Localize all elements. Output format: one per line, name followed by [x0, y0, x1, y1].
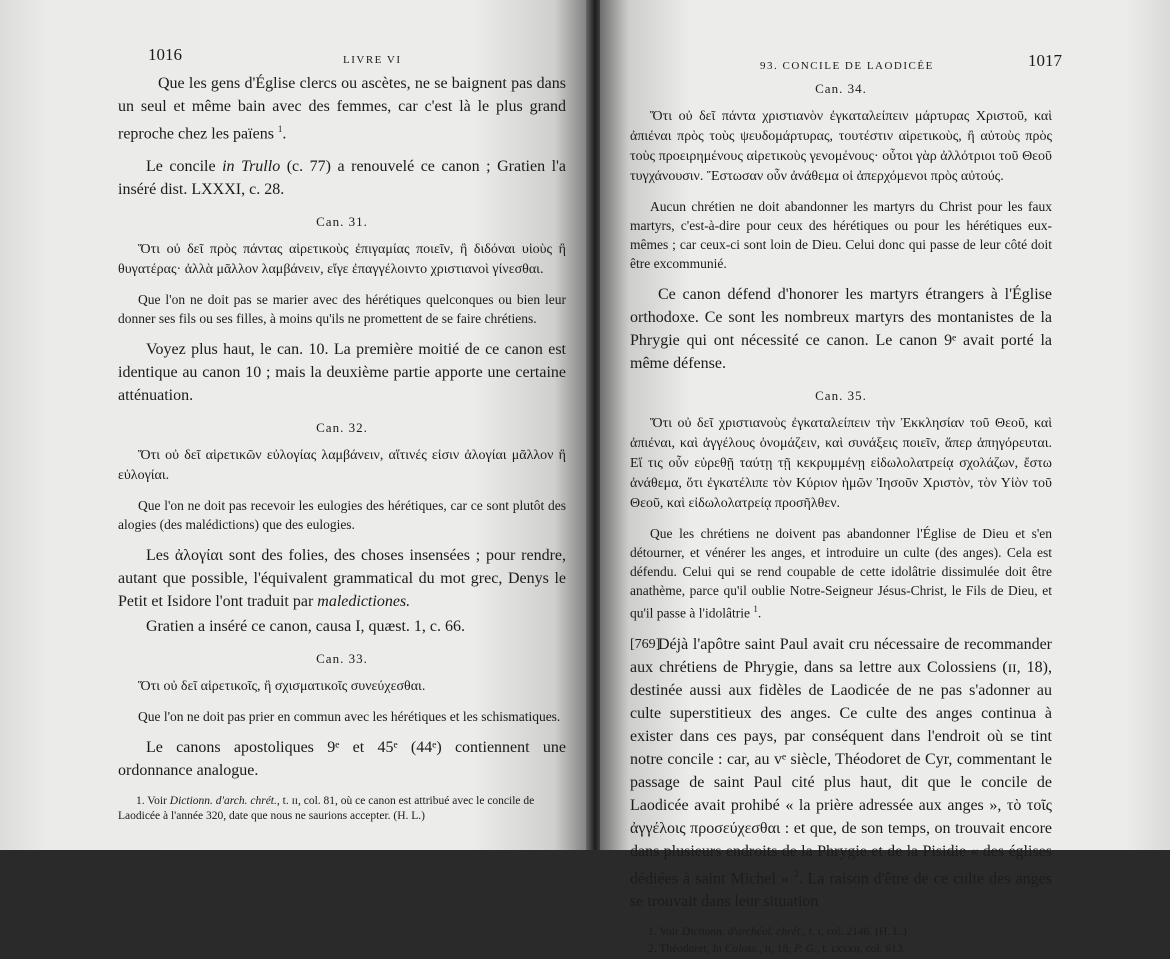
- footnote-ref: 1: [277, 124, 283, 134]
- canon-translation: Que l'on ne doit pas se marier avec des hérétiques quelconques ou bien leur donner ses fils ou ses filles, à moins qu'ils ne promettent de se faire chrétiens.: [118, 292, 566, 327]
- canon-translation: Que les chrétiens ne doivent pas abandonner l'Église de Dieu et s'en détourner, et vénérer les anges, et introduire un culte (des anges). Cela est défendu. Celui qui se rend coupable de cette idolâtrie dissimulée doit être anathème, parce qu'il oublie Notre-Seigneur Jésus-Christ, le Fils de Dieu, et qu'il passe à l'idolâtrie $^1$.: [630, 526, 1052, 621]
- left-page-content: [118, 44, 566, 826]
- paragraph: [769] Déjà l'apôtre saint Paul avait cru nécessaire de recommander aux chrétiens de Phrygie, dans sa lettre aux Colossiens (ɪɪ, 18), destinée aussi aux fidèles de Laodicée de ne pas s'adonner au culte superstitieux des anges. Ce culte des anges continua à exister dans ces pays, par conséquent dans l'endroit où se tint notre concile : car, au vᵉ siècle, Théodoret de Cyr, commentant le passage de saint Paul cité plus haut, dit que le concile de Laodicée avait prohibé « la prière adressée aux anges », τὸ τοῖς ἀγγέλοις προσεύχεσθαι : et que, de son temps, on trouvait encore dans plusieurs endroits de la Phrygie et de la Pisidie « des églises dédiées à saint Michel » $^2$. La raison d'être de ce culte des anges se trouvait dans leur situation: [630, 633, 1052, 913]
- canon-heading: Can. 31.: [316, 214, 368, 230]
- commentary: Les ἀλογίαι sont des folies, des choses insensées ; pour rendre, autant que possible, l'équivalent grammatical du mot grec, Denys le Petit et Isidore l'ont traduit par maledictiones.: [118, 547, 566, 611]
- footnotes: [118, 794, 566, 824]
- greek-canon-text: Ὅτι οὐ δεῖ πάντα χριστιανὸν ἐγκαταλείπειν μάρτυρας Χριστοῦ, καὶ ἀπιέναι πρὸς τοὺς ψευδομάρτυρας, τουτέστιν αἱρετικοὺς, ἢ αὐτοὺς πρὸς τοὺς προειρημένους αἱρετικοὺς γενομένους· οὗτοι γὰρ ἀλλότριοι τοῦ Θεοῦ τυγχάνουσιν. Ἔστωσαν οὖν ἀνάθεμα οἱ ἀπερχόμενοι πρὸς αὐτούς.: [630, 109, 1052, 184]
- greek-canon-text: Ὅτι οὐ δεῖ πρὸς πάντας αἱρετικοὺς ἐπιγαμίας ποιεῖν, ἢ διδόναι υἱοὺς ἢ θυγατέρας· ἀλλὰ μᾶλλον λαμβάνειν, εἴγε ἐπαγγέλοιντο χριστιανοὶ γίνεσθαι.: [118, 242, 566, 278]
- canon-translation: Que l'on ne doit pas prier en commun avec les hérétiques et les schismatiques.: [138, 709, 561, 725]
- commentary: Gratien a inséré ce canon, causa I, quæst. 1, c. 66.: [146, 618, 465, 636]
- paragraph: Que les gens d'Église clercs ou ascètes, ne se baignent pas dans un seul et même bain avec des femmes, car c'est là le plus grand reproche chez les païens $^1$.: [118, 75, 566, 143]
- greek-canon-text: Ὅτι οὐ δεῖ χριστιανοὺς ἐγκαταλείπειν τὴν Ἐκκλησίαν τοῦ Θεοῦ, καὶ ἀπιέναι, καὶ ἀγγέλους ὀνομάζειν, καὶ συνάξεις ποιεῖν, ἅπερ ἀπηγόρευται. Εἴ τις οὖν εὑρεθῇ ταύτῃ τῇ κεκρυμμένῃ εἰδωλολατρείᾳ σχολάζων, ἔστω ἀνάθεμα, ὅτι ἐγκατέλιπε τὸν Κύριον ἡμῶν Ἰησοῦν Χριστὸν, τὸν Υἱὸν τοῦ Θεοῦ, καὶ εἰδωλολατρείᾳ προσῆλθεν.: [630, 416, 1052, 511]
- footnote-ref: 2: [793, 868, 799, 879]
- running-title: LIVRE VI: [343, 54, 402, 66]
- footnote: 1. Voir Dictionn. d'arch. chrét., t. ɪɪ, col. 81, où ce canon est attribué avec le concile de Laodicée à l'année 320, date que nous ne saurions accepter. (H. L.): [118, 795, 535, 823]
- canon-heading: Can. 32.: [316, 420, 368, 436]
- left-page: [0, 0, 590, 850]
- footnote-ref: 1: [753, 604, 758, 614]
- paragraph: Le concile in Trullo (c. 77) a renouvelé ce canon ; Gratien l'a inséré dist. LXXXI, c. 28.: [118, 158, 567, 199]
- canon-translation: Que l'on ne doit pas recevoir les eulogies des hérétiques, car ce sont plutôt des alogies (des malédictions) que des eulogies.: [118, 498, 566, 533]
- commentary: Le canons apostoliques 9ᵉ et 45ᵉ (44ᵉ) contiennent une ordonnance analogue.: [118, 739, 566, 780]
- page-number: 1017: [1028, 51, 1062, 70]
- marginal-page-ref: [769]: [630, 636, 661, 652]
- commentary: Voyez plus haut, le can. 10. La première moitié de ce canon est identique au canon 10 ; mais la deuxième partie apporte une certaine atténuation.: [118, 341, 566, 405]
- canon-heading: Can. 34.: [815, 81, 867, 96]
- canon-heading: Can. 33.: [316, 651, 368, 667]
- running-head: [118, 44, 566, 72]
- footnote: 2. Théodoret, In Coloss., ɪɪ, 18, P. G., t. ʟxxxɪɪ, col. 613.: [648, 942, 906, 955]
- canon-heading: Can. 35.: [815, 388, 867, 403]
- right-page: [600, 0, 1170, 955]
- running-head: [630, 50, 1062, 78]
- page-number: 1016: [148, 45, 182, 64]
- running-title: 93. CONCILE DE LAODICÉE: [760, 60, 934, 72]
- greek-canon-text: Ὅτι οὐ δεῖ αἱρετικῶν εὐλογίας λαμβάνειν, αἵτινές εἰσιν ἀλογίαι μᾶλλον ἢ εὐλογίαι.: [118, 448, 566, 484]
- footnotes: [630, 925, 1052, 957]
- canon-translation: Aucun chrétien ne doit abandonner les martyrs du Christ pour les faux martyrs, c'est-à-dire pour ceux des hérétiques ou pour les hérétiques eux-mêmes ; car ceux-ci sont loin de Dieu. Celui donc qui passe de leur côté doit être excommunié.: [630, 199, 1052, 271]
- right-page-content: [630, 50, 1062, 959]
- greek-canon-text: Ὅτι οὐ δεῖ αἱρετικοῖς, ἢ σχισματικοῖς συνεύχεσθαι.: [138, 679, 426, 695]
- footnote: 1. Voir Dictionn. d'archéol. chrét., t. ɪ, col. 2146. (H. L.): [648, 925, 907, 938]
- commentary: Ce canon défend d'honorer les martyrs étrangers à l'Église orthodoxe. Ce sont les nombreux martyrs des montanistes de la Phrygie qui ont nécessité ce canon. Le canon 9ᵉ avait porté la même défense.: [630, 286, 1052, 372]
